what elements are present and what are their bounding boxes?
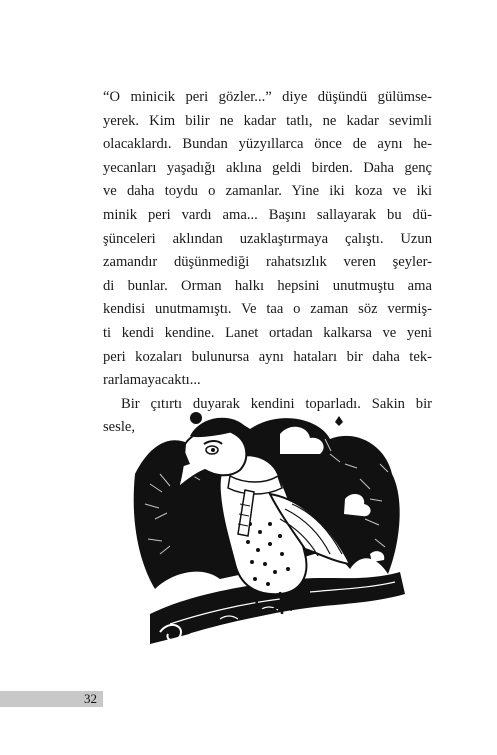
text-line: ti kendi kendine. Lanet ortadan kalkarsa ve yeni (103, 324, 432, 341)
text-line: Bir çıtırtı duyarak kendini toparladı. Sakin bir (121, 395, 432, 412)
text-line: minik peri vardı ama... Başını sallayarak bu dü- (103, 206, 432, 223)
page-number: 32 (84, 691, 97, 706)
page-number-bar (0, 691, 103, 707)
body-text (103, 86, 432, 440)
text-line: kendisi unutmamıştı. Ve taa o zaman söz vermiş- (103, 301, 432, 318)
text-line: zamandır düşünmediği rahatsızlık veren şeyler- (103, 254, 432, 271)
text-line: rarlamayacaktı... (103, 372, 201, 389)
text-line: yecanları yaşadığı aklına geldi birden. Daha genç (103, 159, 432, 176)
eagle-illustration-icon (130, 404, 410, 654)
text-line: “O minicik peri gözler...” diye düşündü gülümse- (103, 89, 432, 105)
text-line: peri kozaları bulunursa aynı hataları bir daha tek- (103, 348, 432, 365)
text-line: yerek. Kim bilir ne kadar tatlı, ne kadar sevimli (103, 112, 432, 129)
text-line: sesle, (103, 419, 136, 436)
text-line: ve daha toydu o zamanlar. Yine iki koza ve iki (103, 183, 432, 200)
text-line: olacaklardı. Bundan yüzyıllarca önce de aynı he- (103, 136, 432, 153)
text-line: şünceleri aklından uzaklaştırmaya çalıştı. Uzun (103, 230, 432, 247)
text-line: di bunlar. Orman halkı hepsini unutmuştu ama (103, 277, 432, 294)
